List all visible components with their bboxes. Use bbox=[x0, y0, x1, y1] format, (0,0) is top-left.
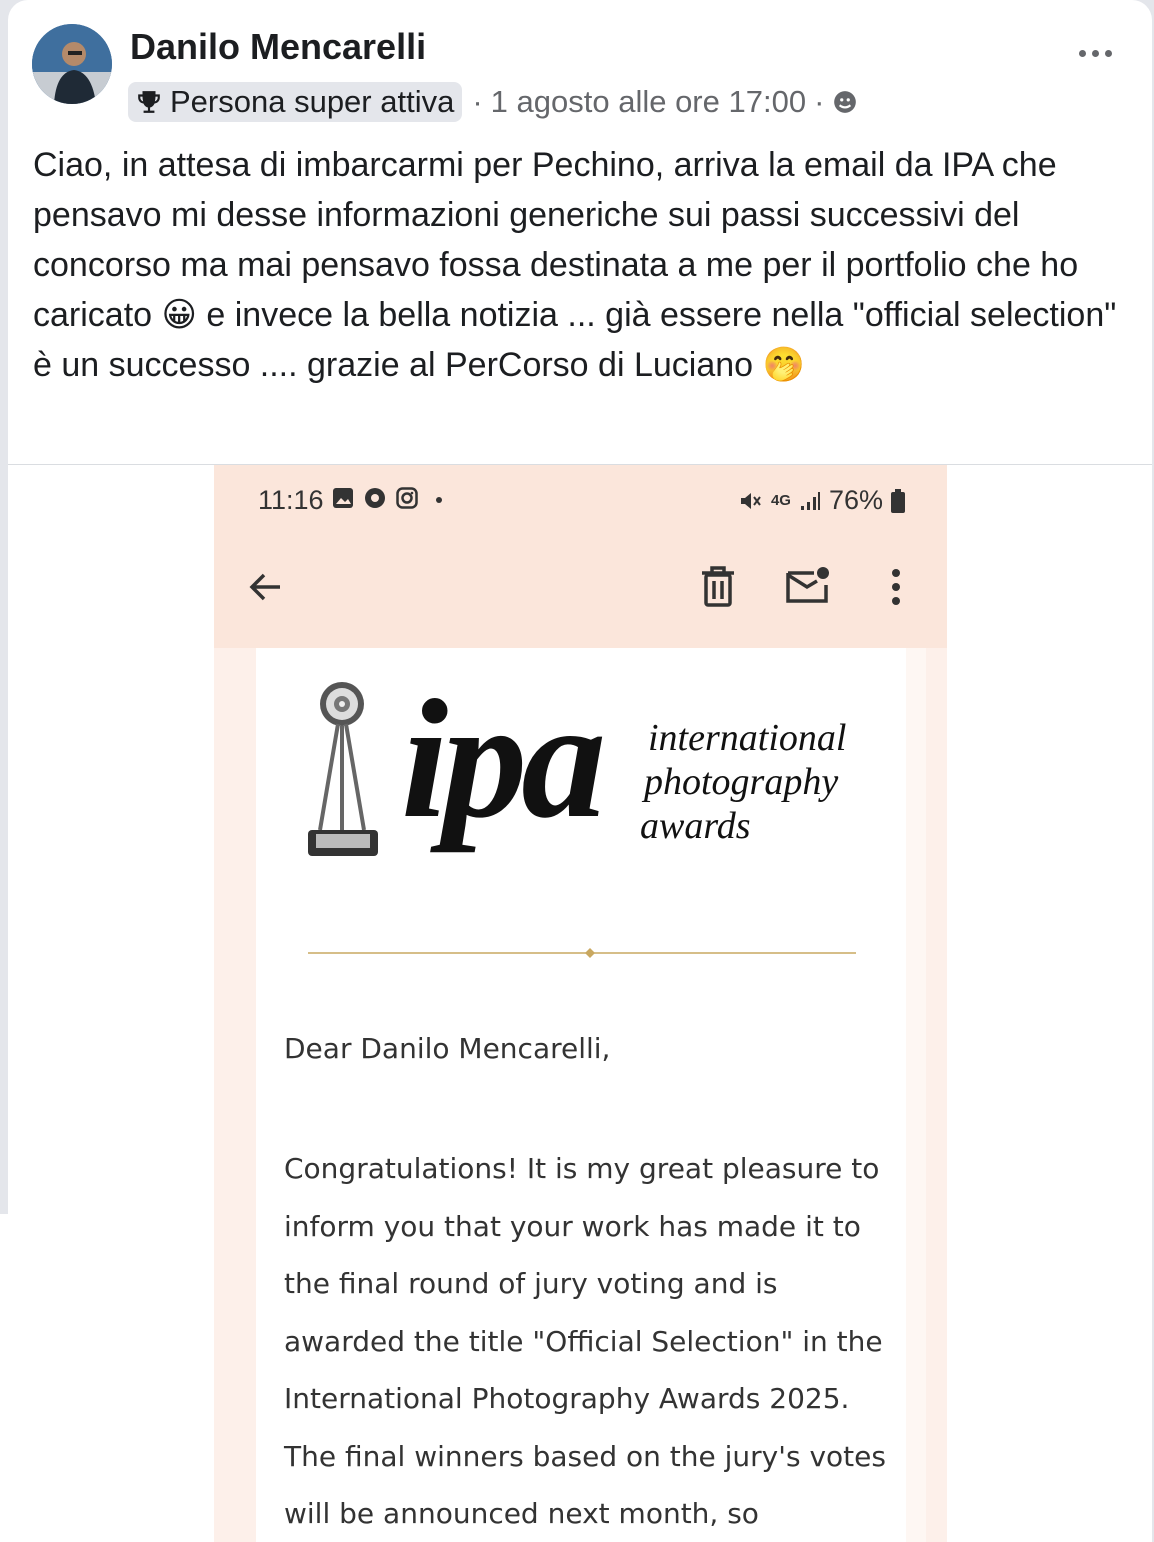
dot-icon bbox=[428, 487, 450, 509]
instagram-icon bbox=[396, 487, 418, 509]
attached-screenshot[interactable] bbox=[214, 465, 947, 1542]
email-body-edge bbox=[906, 648, 926, 1542]
email-paragraph: Congratulations! It is my great pleasure to inform you that your work has made it to the final round of jury voting and is awarded the title "Official Selection" in the International Photography Awards 2025. The final winners based on the jury's votes will be announced next month, so bbox=[284, 1152, 886, 1530]
ornament-divider bbox=[308, 945, 856, 961]
post-timestamp-row bbox=[472, 84, 858, 120]
gallery-icon bbox=[332, 487, 354, 509]
logo-word: awards bbox=[640, 805, 751, 847]
author-name[interactable]: Danilo Mencarelli bbox=[130, 26, 427, 67]
globe-icon[interactable] bbox=[832, 89, 858, 115]
back-arrow-icon[interactable] bbox=[246, 567, 286, 607]
separator-dot: · bbox=[814, 84, 825, 119]
post-card bbox=[8, 0, 1152, 1542]
phone-status-bar bbox=[214, 465, 947, 535]
ipa-mark: ipa bbox=[401, 665, 601, 853]
post-text: Ciao, in attesa di imbarcarmi per Pechino, arriva la email da IPA che pensavo mi desse informazioni generiche sui passi successivi del concorso ma mai pensavo fossa destinata a me per il portfolio che ho caricato 😀 e invece la bella notizia ... già essere nella "official selection" è un successo .... grazie al PerCorso di Luciano 🤭 bbox=[33, 146, 1117, 384]
badge-label: Persona super attiva bbox=[170, 84, 455, 119]
logo-word: photography bbox=[644, 761, 839, 803]
post-meta bbox=[128, 82, 858, 122]
status-badge[interactable] bbox=[128, 82, 462, 122]
logo-word: international bbox=[648, 717, 847, 759]
trophy-icon bbox=[136, 89, 162, 115]
email-toolbar bbox=[214, 535, 947, 648]
mark-unread-icon[interactable] bbox=[786, 565, 830, 605]
page-gutter bbox=[0, 1214, 8, 1542]
ipa-logo bbox=[306, 665, 866, 870]
ipa-wordmark bbox=[640, 716, 847, 848]
award-trophy-icon bbox=[306, 680, 382, 860]
more-icon[interactable] bbox=[1079, 50, 1112, 57]
email-greeting: Dear Danilo Mencarelli, bbox=[284, 1032, 611, 1065]
signal-icon bbox=[799, 490, 821, 512]
delete-icon[interactable] bbox=[698, 565, 738, 609]
post-timestamp[interactable]: 1 agosto alle ore 17:00 bbox=[490, 84, 807, 119]
chrome-icon bbox=[364, 487, 386, 509]
avatar[interactable] bbox=[32, 24, 112, 104]
status-network: 4G bbox=[770, 492, 791, 509]
mute-icon bbox=[739, 490, 763, 512]
profile-photo bbox=[32, 24, 112, 104]
status-right bbox=[739, 485, 905, 516]
status-time: 11:16 bbox=[258, 485, 324, 515]
battery-icon bbox=[891, 489, 905, 513]
status-left-icons bbox=[332, 487, 450, 509]
email-body bbox=[256, 648, 906, 1542]
kebab-icon[interactable] bbox=[890, 567, 902, 607]
separator-dot: · bbox=[472, 84, 483, 119]
battery-percent: 76% bbox=[828, 485, 883, 515]
